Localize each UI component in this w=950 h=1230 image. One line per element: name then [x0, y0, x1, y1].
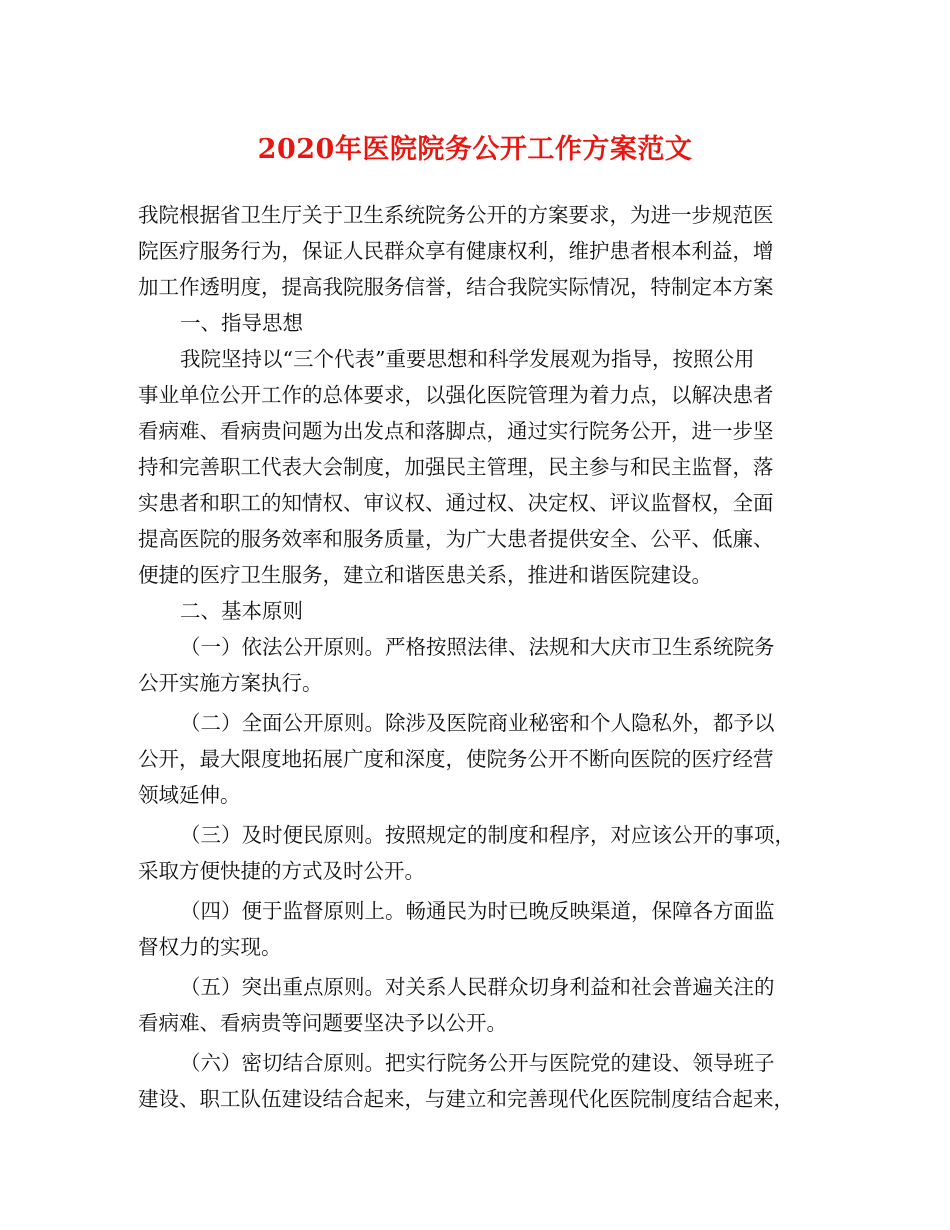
paragraph-line: 持和完善职工代表大会制度，加强民主管理，民主参与和民主监督，落 — [138, 455, 774, 479]
paragraph-line: 加工作透明度，提高我院服务信誉，结合我院实际情况，特制定本方案 — [138, 275, 774, 299]
paragraph-line: （三）及时便民原则。按照规定的制度和程序，对应该公开的事项， — [180, 823, 795, 847]
paragraph-line: 领域延伸。 — [138, 783, 241, 807]
paragraph-line: 院医疗服务行为，保证人民群众享有健康权利，维护患者根本利益，增 — [138, 239, 774, 263]
paragraph-line: 公开，最大限度地拓展广度和深度，使院务公开不断向医院的医疗经营 — [138, 747, 774, 771]
paragraph-line: 看病难、看病贵问题为出发点和落脚点，通过实行院务公开，进一步坚 — [138, 419, 774, 443]
paragraph-line: 事业单位公开工作的总体要求，以强化医院管理为着力点，以解决患者 — [138, 383, 774, 407]
paragraph-line: （六）密切结合原则。把实行院务公开与医院党的建设、领导班子 — [180, 1051, 775, 1075]
paragraph-line: 我院根据省卫生厅关于卫生系统院务公开的方案要求，为进一步规范医 — [138, 203, 774, 227]
paragraph-line: 我院坚持以“三个代表”重要思想和科学发展观为指导，按照公用 — [180, 347, 755, 371]
paragraph-line: 看病难、看病贵等问题要坚决予以公开。 — [138, 1011, 507, 1035]
paragraph-line: 实患者和职工的知情权、审议权、通过权、决定权、评议监督权，全面 — [138, 491, 774, 515]
paragraph-line: 建设、职工队伍建设结合起来，与建立和完善现代化医院制度结合起来， — [138, 1087, 794, 1111]
paragraph-line: 便捷的医疗卫生服务，建立和谐医患关系，推进和谐医院建设。 — [138, 563, 712, 587]
paragraph-line: （四）便于监督原则上。畅通民为时已晚反映渠道，保障各方面监 — [180, 899, 775, 923]
paragraph-line: （二）全面公开原则。除涉及医院商业秘密和个人隐私外，都予以 — [180, 711, 775, 735]
paragraph-line: （一）依法公开原则。严格按照法律、法规和大庆市卫生系统院务 — [180, 635, 775, 659]
section-heading: 一、指导思想 — [180, 311, 303, 335]
document-title: 2020年医院院务公开工作方案范文 — [257, 134, 693, 165]
paragraph-line: 采取方便快捷的方式及时公开。 — [138, 859, 425, 883]
paragraph-line: 提高医院的服务效率和服务质量，为广大患者提供安全、公平、低廉、 — [138, 527, 774, 551]
section-heading: 二、基本原则 — [180, 599, 303, 623]
document-body — [138, 197, 818, 1117]
paragraph-line: 督权力的实现。 — [138, 935, 282, 959]
paragraph-line: 公开实施方案执行。 — [138, 671, 323, 695]
paragraph-line: （五）突出重点原则。对关系人民群众切身利益和社会普遍关注的 — [180, 975, 775, 999]
